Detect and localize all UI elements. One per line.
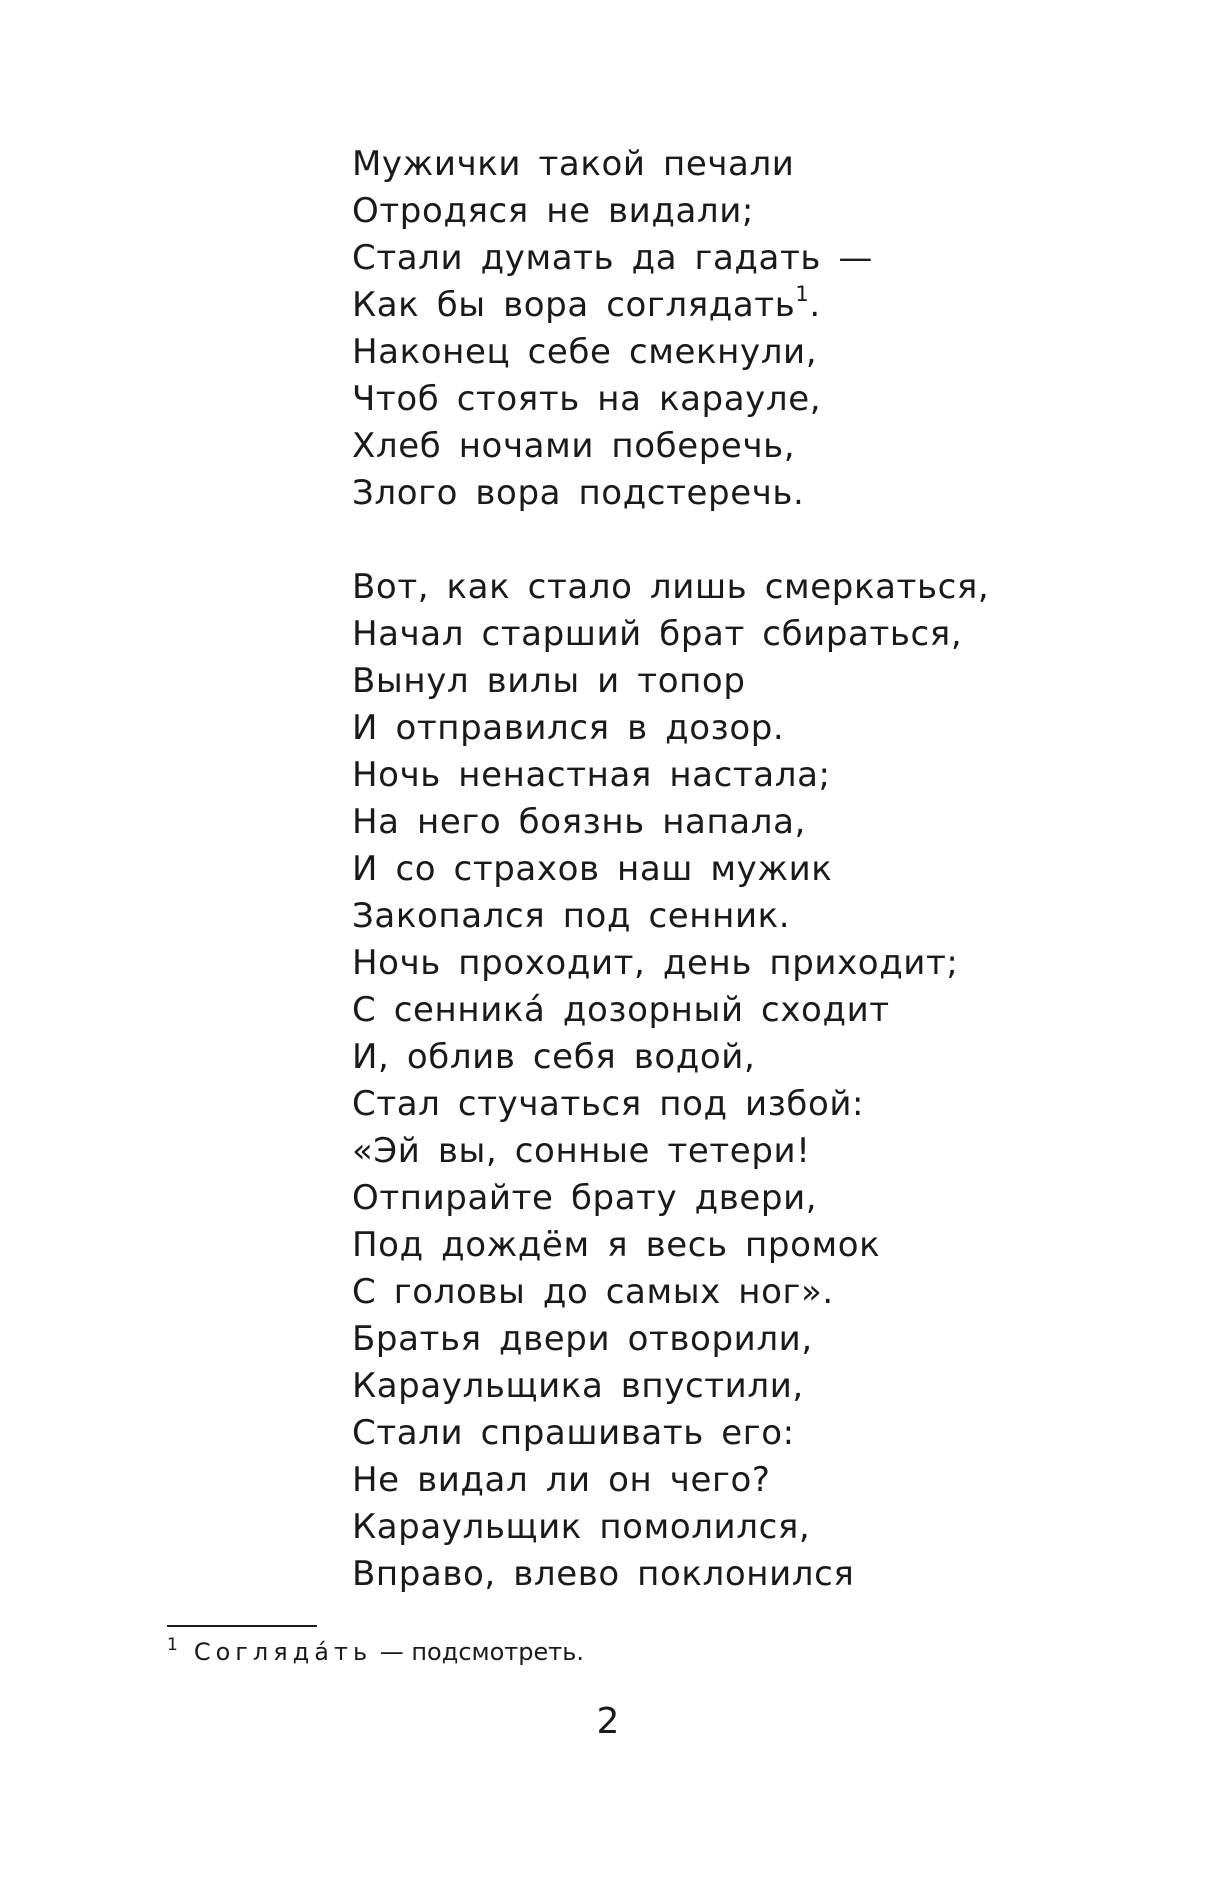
verse-line: И со страхов наш мужик [352, 849, 833, 889]
verse-line: Чтоб стоять на карауле, [352, 379, 822, 419]
verse-line: Начал старший брат сбираться, [352, 614, 963, 654]
stanza-1 [352, 141, 1132, 517]
verse-line: Наконец себе смекнули, [352, 332, 818, 372]
verse-line: «Эй вы, сонные тетери! [352, 1131, 811, 1171]
verse-line: И, облив себя водой, [352, 1037, 756, 1077]
stanza-2 [352, 564, 1132, 1598]
footnote-term: Соглядáть [193, 1638, 373, 1666]
footnote-mark: 1 [167, 1635, 178, 1655]
verse-line: С головы до самых ног». [352, 1272, 834, 1312]
verse-line: Отпирайте брату двери, [352, 1178, 818, 1218]
verse-line: Ночь ненастная настала; [352, 755, 831, 795]
footnote-definition: — подсмотреть. [372, 1638, 585, 1666]
verse-line: Ночь проходит, день приходит; [352, 943, 959, 983]
page-number: 2 [596, 1701, 620, 1742]
poem [352, 141, 1132, 1598]
verse-line: Стал стучаться под избой: [352, 1084, 865, 1124]
verse-line: Не видал ли он чего? [352, 1460, 771, 1500]
verse-line: Отродяся не видали; [352, 191, 754, 231]
verse-line-with-footnote [352, 282, 1132, 329]
verse-line: Вправо, влево поклонился [352, 1554, 855, 1594]
verse-line: Караульщика впустили, [352, 1366, 804, 1406]
verse-line: Мужички такой печали [352, 144, 795, 184]
verse-line: Вынул вилы и топор [352, 661, 746, 701]
verse-text: Как бы вора соглядать [352, 285, 796, 325]
verse-line: Закопался под сенник. [352, 896, 791, 936]
verse-line: Злого вора подстеречь. [352, 473, 805, 513]
verse-line: И отправился в дозор. [352, 708, 785, 748]
footnote [167, 1632, 584, 1675]
verse-line: Стали думать да гадать — [352, 238, 874, 278]
verse-line: С сенника́ дозорный сходит [352, 990, 890, 1030]
verse-line: Хлеб ночами поберечь, [352, 426, 796, 466]
verse-line: Братья двери отворили, [352, 1319, 813, 1359]
verse-line: Караульщик помолился, [352, 1507, 811, 1547]
verse-line: Вот, как стало лишь смеркаться, [352, 567, 990, 607]
footnote-ref-mark[interactable]: 1 [795, 281, 810, 306]
verse-line: На него боязнь напала, [352, 802, 806, 842]
verse-line: Стали спрашивать его: [352, 1413, 795, 1453]
footnote-separator [167, 1625, 317, 1627]
verse-line: Под дождём я весь промок [352, 1225, 881, 1265]
verse-punctuation: . [809, 285, 821, 325]
